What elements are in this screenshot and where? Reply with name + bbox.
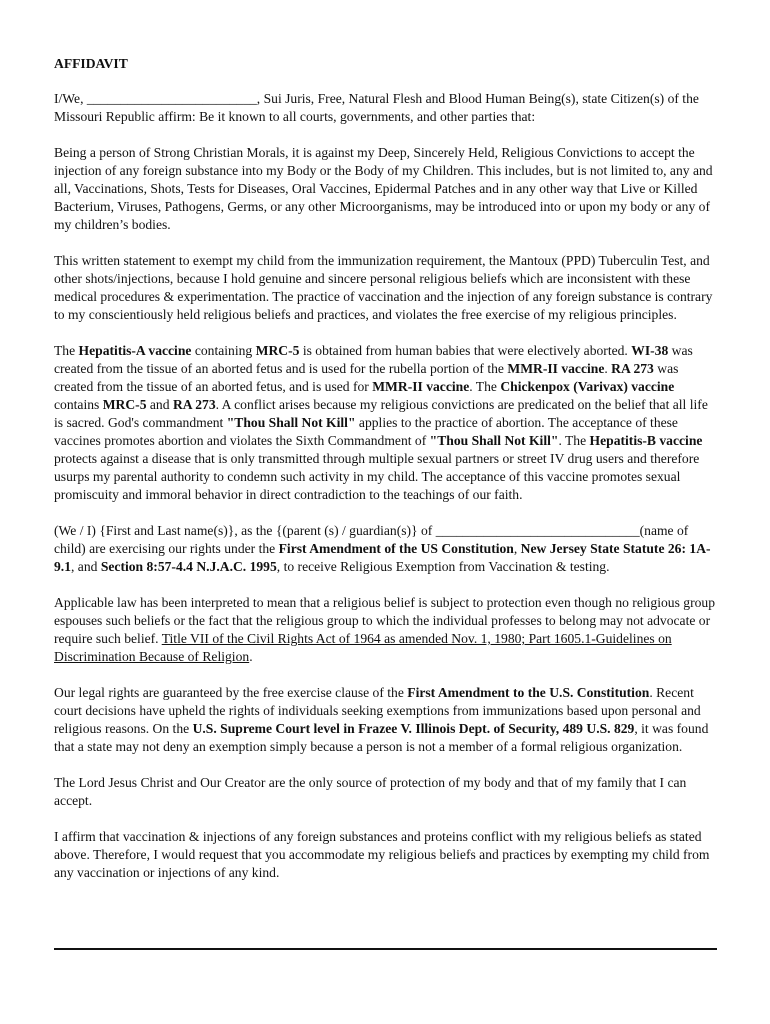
document-title: AFFIDAVIT xyxy=(54,56,128,71)
text: , and xyxy=(71,559,101,574)
bold-term: Hepatitis-B vaccine xyxy=(589,433,703,448)
bold-term: Hepatitis-A vaccine xyxy=(78,343,192,358)
text: contains xyxy=(54,397,103,412)
text: . The xyxy=(469,379,501,394)
paragraph-final-affirmation xyxy=(54,828,717,882)
text: . Recent court decisions have upheld the rights of individuals seeking exemptions from immunizations based upon personal and religious reasons. On the xyxy=(54,685,701,736)
text: , it was found that a state may not deny an exemption simply because a person is not a member of a formal religious organization. xyxy=(54,721,709,754)
paragraph-legal-rights-claim xyxy=(54,522,717,576)
paragraph-faith-statement xyxy=(54,774,717,810)
text: . xyxy=(249,649,253,664)
text: I affirm that vaccination & injections of any foreign substances and proteins conflict with my religious beliefs as stated above. Therefore, I would request that you accommodate my religious beliefs and practices by exempting my child from any vaccination or injections of any kind. xyxy=(54,829,710,880)
bold-term: U.S. Supreme Court level in Frazee V. Illinois Dept. of Security, 489 U.S. 829 xyxy=(192,721,635,736)
bold-term: MRC-5 xyxy=(102,397,147,412)
text: Our legal rights are guaranteed by the free exercise clause of the xyxy=(54,685,408,700)
bold-term: MMR-II vaccine xyxy=(372,379,470,394)
bold-quote: "Thou Shall Not Kill" xyxy=(429,433,559,448)
bold-term: MRC-5 xyxy=(255,343,300,358)
bottom-rule xyxy=(54,948,717,950)
text: I/We, _________________________, Sui Juris, Free, Natural Flesh and Blood Human Being(s), state Citizen(s) of the Missouri Republic affirm: Be it known to all courts, governments, and other parties that: xyxy=(54,91,699,124)
text: Applicable law has been interpreted to mean that a religious belief is subject to protection even though no religious group espouses such beliefs or the fact that the religious group to which the individual professes to belong may not advocate or require such belief. xyxy=(54,595,715,646)
bold-term: New Jersey State Statute 26: 1A-9.1 xyxy=(54,541,711,574)
text: . xyxy=(604,361,612,376)
text: Being a person of Strong Christian Morals, it is against my Deep, Sincerely Held, Religious Convictions to accept the injection of any foreign substance into my Body or the Body of my Children. This includes, but is not limited to, any and all, Vaccinations, Shots, Tests for Diseases, Oral Vaccines, Epidermal Patches and in any other way that Live or Killed Bacterium, Viruses, Pathogens, Germs, or any other Microorganisms, may be introduced into or upon my body or any of my children’s bodies. xyxy=(54,145,713,232)
text: , xyxy=(513,541,521,556)
text: is obtained from human babies that were electively aborted. xyxy=(299,343,632,358)
text: containing xyxy=(191,343,256,358)
bold-term: First Amendment to the U.S. Constitution xyxy=(407,685,650,700)
bold-term: First Amendment of the US Constitution xyxy=(278,541,514,556)
text: The Lord Jesus Christ and Our Creator are the only source of protection of my body and that of my family that I can accept. xyxy=(54,775,687,808)
text: applies to the practice of abortion. The acceptance of these vaccines promotes abortion and violates the Sixth Commandment of xyxy=(54,415,678,448)
paragraph-religious-convictions xyxy=(54,144,717,234)
paragraph-exemption-statement xyxy=(54,252,717,324)
paragraph-applicable-law xyxy=(54,594,717,666)
text: . The xyxy=(558,433,590,448)
text: (We / I) {First and Last name(s)}, as the {(parent (s) / guardian(s)} of ______________________________(name of child) are exercising our rights under the xyxy=(54,523,689,556)
bold-term: Section 8:57-4.4 N.J.A.C. 1995 xyxy=(100,559,277,574)
text: The xyxy=(54,343,79,358)
paragraph-vaccine-origins xyxy=(54,342,717,504)
text: , to receive Religious Exemption from Vaccination & testing. xyxy=(276,559,610,574)
bold-quote: "Thou Shall Not Kill" xyxy=(226,415,356,430)
underlined-citation: Title VII of the Civil Rights Act of 1964 as amended Nov. 1, 1980; Part 1605.1-Guidelines on Discrimination Because of Religion xyxy=(54,631,672,664)
text: was created from the tissue of an aborted fetus and is used for the rubella portion of the xyxy=(54,343,693,376)
text: protects against a disease that is only transmitted through multiple sexual partners or street IV drug users and therefore usurps my parental authority to condemn such activity in my child. The acceptance of this vaccine promotes sexual promiscuity and immoral behavior in direct contradiction to the teachings of our faith. xyxy=(54,451,700,502)
bold-term: RA 273 xyxy=(172,397,216,412)
bold-term: RA 273 xyxy=(611,361,654,376)
affidavit-document xyxy=(54,55,717,900)
text: and xyxy=(146,397,173,412)
text: . A conflict arises because my religious convictions are predicated on the belief that all life is sacred. God's commandment xyxy=(54,397,708,430)
paragraph-affirmation xyxy=(54,90,717,126)
bold-term: Chickenpox (Varivax) vaccine xyxy=(500,379,675,394)
bold-term: MMR-II vaccine xyxy=(507,361,605,376)
bold-term: WI-38 xyxy=(631,343,669,358)
text: This written statement to exempt my child from the immunization requirement, the Mantoux (PPD) Tuberculin Test, and other shots/injections, because I hold genuine and sincere personal religious beliefs which are inconsistent with these medical procedures & experimentation. The practice of vaccination and the injection of any foreign substance is contrary to my conscientiously held religious beliefs and practices, and violates the free exercise of my religious principles. xyxy=(54,253,713,322)
paragraph-court-decisions xyxy=(54,684,717,756)
text: was created from the tissue of an aborted fetus, and is used for xyxy=(54,361,679,394)
